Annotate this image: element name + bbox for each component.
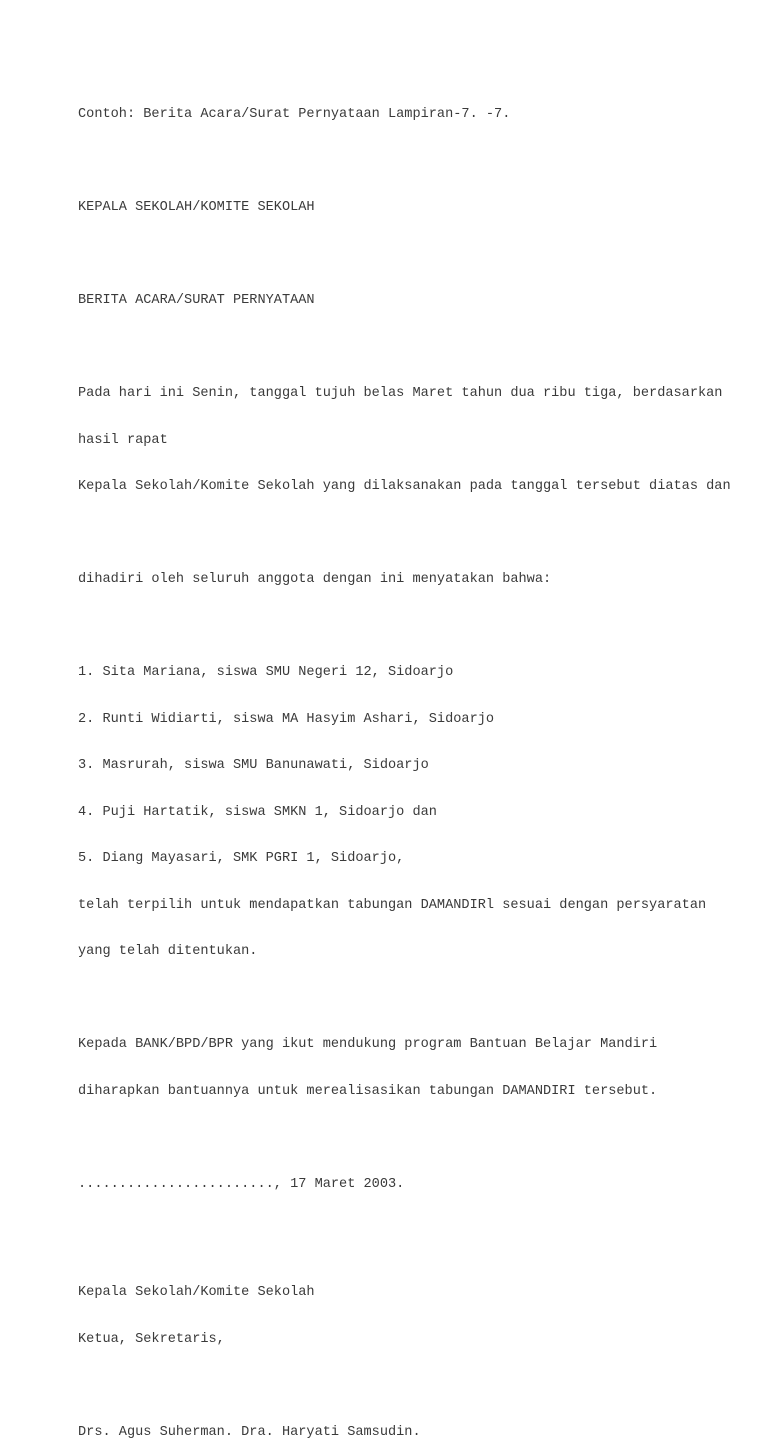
student-list-item: 1. Sita Mariana, siswa SMU Negeri 12, Sidoarjo — [78, 665, 454, 680]
intro-line: Kepala Sekolah/Komite Sekolah yang dilaksanakan pada tanggal tersebut diatas dan — [78, 479, 731, 494]
intro-line: hasil rapat — [78, 432, 168, 448]
student-list-item: 4. Puji Hartatik, siswa SMKN 1, Sidoarjo dan — [78, 804, 437, 820]
document-title: BERITA ACARA/SURAT PERNYATAAN — [78, 293, 315, 308]
place-date-line: ........................, 17 Maret 2003. — [78, 1176, 405, 1192]
signature-names: Drs. Agus Suherman. Dra. Haryati Samsudin. — [78, 1424, 421, 1440]
header-line: Contoh: Berita Acara/Surat Pernyataan Lampiran-7. -7. — [78, 107, 511, 122]
intro-line: Pada hari ini Senin, tanggal tujuh belas Maret tahun dua ribu tiga, berdasarkan — [78, 386, 723, 401]
student-list-item: 2. Runti Widiarti, siswa MA Hasyim Ashari, Sidoarjo — [78, 711, 495, 727]
document-page — [78, 76, 731, 1456]
signature-roles: Ketua, Sekretaris, — [78, 1331, 225, 1347]
student-list-item: 5. Diang Mayasari, SMK PGRI 1, Sidoarjo, — [78, 851, 405, 866]
selection-line: telah terpilih untuk mendapatkan tabungan DAMANDIRl sesuai dengan persyaratan — [78, 897, 707, 913]
selection-line: yang telah ditentukan. — [78, 944, 258, 959]
student-list-item: 3. Masrurah, siswa SMU Banunawati, Sidoarjo — [78, 758, 429, 773]
signature-organization: Kepala Sekolah/Komite Sekolah — [78, 1285, 315, 1300]
statement-line: dihadiri oleh seluruh anggota dengan ini menyatakan bahwa: — [78, 572, 552, 587]
org-heading: KEPALA SEKOLAH/KOMITE SEKOLAH — [78, 200, 315, 215]
bank-request-line: Kepada BANK/BPD/BPR yang ikut mendukung program Bantuan Belajar Mandiri — [78, 1037, 658, 1052]
bank-request-line: diharapkan bantuannya untuk merealisasikan tabungan DAMANDIRI tersebut. — [78, 1083, 658, 1099]
